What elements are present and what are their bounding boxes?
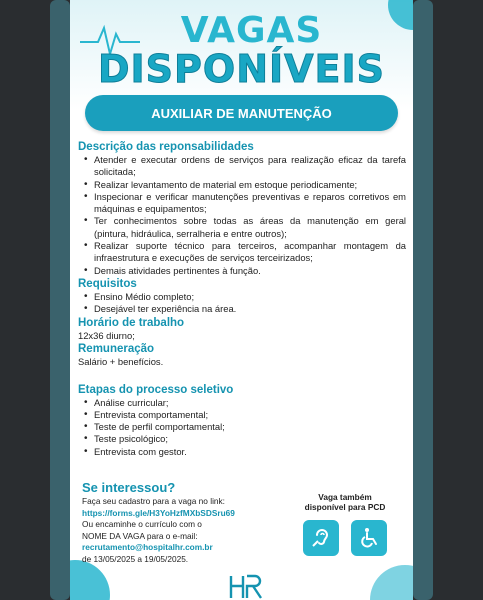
- application-form-link[interactable]: https://forms.gle/H3YoHzfMXbSDSru69: [82, 507, 235, 518]
- list-item: • Teste psicológico;: [78, 433, 406, 445]
- list-item: • Atender e executar ordens de serviços para realização eficaz da tarefa solicitada;: [78, 154, 406, 179]
- list-item: • Entrevista comportamental;: [78, 409, 406, 421]
- pay-text: Salário + benefícios.: [78, 356, 164, 368]
- list-item: • Teste de perfil comportamental;: [78, 421, 406, 433]
- call-to-action: [82, 480, 282, 565]
- pcd-icons: [290, 520, 400, 556]
- cta-instructions: Faça seu cadastro para a vaga no link:: [82, 496, 225, 506]
- list-item: • Desejável ter experiência na área.: [78, 303, 406, 315]
- wheelchair-icon: [351, 520, 387, 556]
- list-item: • Ter conhecimentos sobre todas as áreas da manutenção em geral (pintura, hidráulica, serralheria e entre outros);: [78, 215, 406, 240]
- application-dates: de 13/05/2025 a 19/05/2025.: [82, 553, 189, 564]
- requirements-heading: Requisitos: [78, 277, 137, 290]
- hearing-accessibility-icon: [303, 520, 339, 556]
- bottom-left-decoration: [70, 560, 110, 600]
- cta-heading: Se interessou?: [82, 480, 176, 495]
- title-vagas: VAGAS: [180, 10, 323, 51]
- process-list: [78, 397, 406, 458]
- requirements-list: [78, 291, 406, 316]
- job-poster: [70, 0, 413, 600]
- cta-alt-line: Ou encaminhe o currículo com o: [82, 519, 202, 529]
- list-item: • Ensino Médio completo;: [78, 291, 406, 303]
- job-title: AUXILIAR DE MANUTENÇÃO: [151, 105, 332, 121]
- process-heading: Etapas do processo seletivo: [78, 383, 234, 396]
- pcd-line-1: Vaga também: [318, 492, 372, 502]
- pcd-line-2: disponível para PCD: [304, 502, 386, 512]
- hospital-hr-logo-icon: [225, 572, 265, 600]
- pay-heading: Remuneração: [78, 343, 155, 356]
- cta-email-line: NOME DA VAGA para o e-mail:: [82, 530, 198, 541]
- list-item: • Realizar suporte técnico para terceiros, acompanhar montagem da infraestrutura e execuções de serviços terceirizados;: [78, 240, 406, 265]
- recruitment-email-link[interactable]: recrutamento@hospitalhr.com.br: [82, 542, 213, 552]
- list-item: • Demais atividades pertinentes à função.: [78, 265, 406, 277]
- list-item: • Análise curricular;: [78, 397, 406, 409]
- schedule-heading: Horário de trabalho: [78, 316, 185, 329]
- list-item: • Entrevista com gestor.: [78, 446, 406, 458]
- bottom-right-decoration: [370, 565, 413, 600]
- responsibilities-heading: Descrição das reponsabilidades: [78, 141, 254, 153]
- list-item: • Inspecionar e verificar manutenções preventivas e reparos corretivos em máquinas e equipamentos;: [78, 191, 406, 216]
- background-glow-right: [413, 0, 433, 600]
- pcd-notice: [290, 492, 400, 556]
- background-glow-left: [50, 0, 70, 600]
- job-details: [78, 140, 406, 458]
- job-title-pill: [85, 95, 398, 131]
- list-item: • Realizar levantamento de material em estoque periodicamente;: [78, 179, 406, 191]
- title-disponiveis: DISPONÍVEIS: [97, 47, 386, 91]
- schedule-text: 12x36 diurno;: [78, 329, 135, 341]
- responsibilities-list: [78, 154, 406, 277]
